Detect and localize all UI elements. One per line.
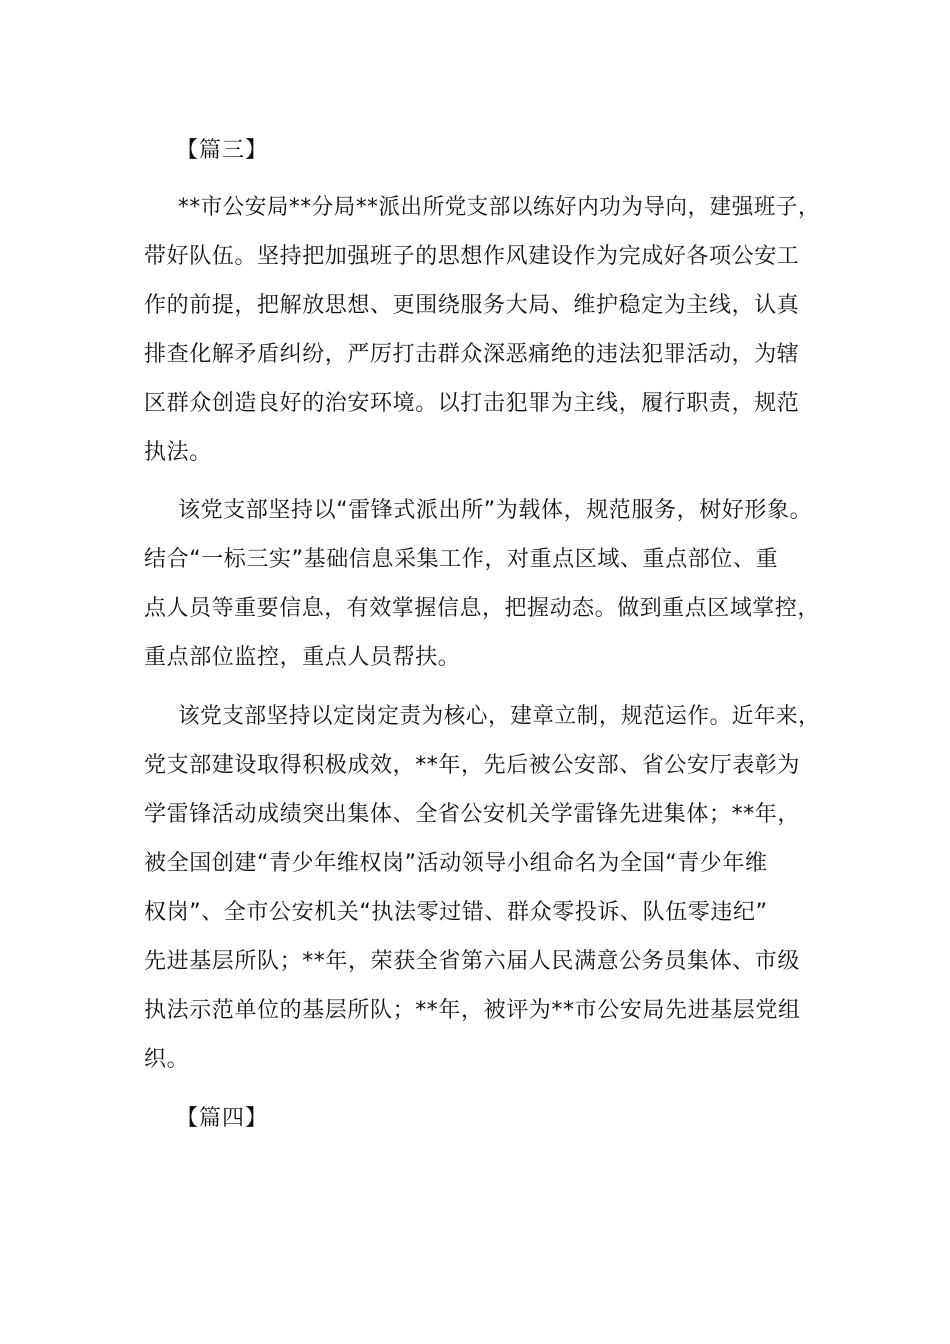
paragraph-line: 学雷锋活动成绩突出集体、全省公安机关学雷锋先进集体；**年， <box>144 802 801 827</box>
paragraph-line: 该党支部坚持以“雷锋式派出所”为载体，规范服务，树好形象。 <box>178 498 813 523</box>
paragraph-line: 先进基层所队；**年，荣获全省第六届人民满意公务员集体、市级 <box>144 949 801 974</box>
paragraph-line: 带好队伍。坚持把加强班子的思想作风建设作为完成好各项公安工 <box>144 244 800 269</box>
paragraph-line: 作的前提，把解放思想、更围绕服务大局、维护稳定为主线，认真 <box>144 293 800 318</box>
paragraph-line: 该党支部坚持以定岗定责为核心，建章立制，规范运作。近年来， <box>178 704 821 729</box>
paragraph-line: 执法示范单位的基层所队；**年，被评为**市公安局先进基层党组 <box>144 998 801 1023</box>
paragraph-line: 结合“一标三实”基础信息采集工作，对重点区域、重点部位、重 <box>144 547 779 572</box>
section-heading-3: 【篇三】 <box>176 138 269 163</box>
paragraph-line: 区群众创造良好的治安环境。以打击犯罪为主线，履行职责，规范 <box>144 391 800 416</box>
paragraph-line: 重点部位监控，重点人员帮扶。 <box>144 645 461 670</box>
paragraph-line: 权岗”、全市公安机关“执法零过错、群众零投诉、队伍零违纪” <box>144 900 768 925</box>
paragraph-line: 党支部建设取得积极成效，**年，先后被公安部、省公安厅表彰为 <box>144 753 801 778</box>
paragraph-line: 执法。 <box>144 440 212 465</box>
paragraph-line: 点人员等重要信息，有效掌握信息，把握动态。做到重点区域掌控， <box>144 596 820 621</box>
paragraph-line: **市公安局**分局**派出所党支部以练好内功为导向，建强班子， <box>178 195 821 220</box>
paragraph-line: 织。 <box>144 1047 190 1072</box>
section-heading-4: 【篇四】 <box>176 1106 269 1131</box>
paragraph-line: 被全国创建“青少年维权岗”活动领导小组命名为全国“青少年维 <box>144 851 768 876</box>
paragraph-line: 排查化解矛盾纠纷，严厉打击群众深恶痛绝的违法犯罪活动，为辖 <box>144 342 800 367</box>
